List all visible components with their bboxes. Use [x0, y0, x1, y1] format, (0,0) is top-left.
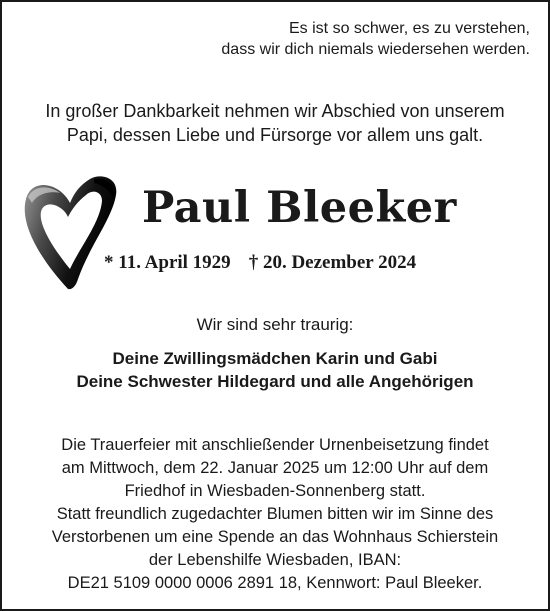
mourner-line: Deine Schwester Hildegard und alle Angehörigen [76, 372, 474, 391]
details-line: der Lebenshilfe Wiesbaden, IBAN: [148, 551, 402, 569]
deceased-name: Paul Bleeker [142, 183, 457, 233]
farewell-intro [2, 99, 548, 147]
mourner-line: Deine Zwillingsmädchen Karin und Gabi [112, 349, 438, 368]
birth-date: * 11. April 1929 [104, 252, 231, 273]
details-line: DE21 5109 0000 0006 2891 18, Kennwort: Paul Bleeker. [67, 574, 483, 592]
details-line: Verstorbenen um eine Spende an das Wohnhaus Schierstein [51, 528, 499, 546]
details-line: Die Trauerfeier mit anschließender Urnenbeisetzung findet [61, 436, 489, 454]
mourners-list [2, 347, 548, 393]
motto-quote [221, 18, 530, 60]
motto-line: dass wir dich niemals wiedersehen werden. [221, 41, 530, 58]
intro-line: In großer Dankbarkeit nehmen wir Abschied von unserem [45, 101, 505, 121]
motto-line: Es ist so schwer, es zu verstehen, [289, 20, 530, 37]
death-date: † 20. Dezember 2024 [248, 252, 417, 273]
details-line: Statt freundlich zugedachter Blumen bitten wir im Sinne des [56, 505, 494, 523]
details-line: Friedhof in Wiesbaden-Sonnenberg statt. [124, 482, 426, 500]
life-dates [104, 250, 416, 276]
details-line: am Mittwoch, dem 22. Januar 2025 um 12:00 Uhr auf dem [61, 459, 489, 477]
funeral-details [2, 434, 548, 595]
mourning-statement: Wir sind sehr traurig: [196, 315, 354, 334]
intro-line: Papi, dessen Liebe und Fürsorge vor allem uns galt. [66, 125, 484, 145]
